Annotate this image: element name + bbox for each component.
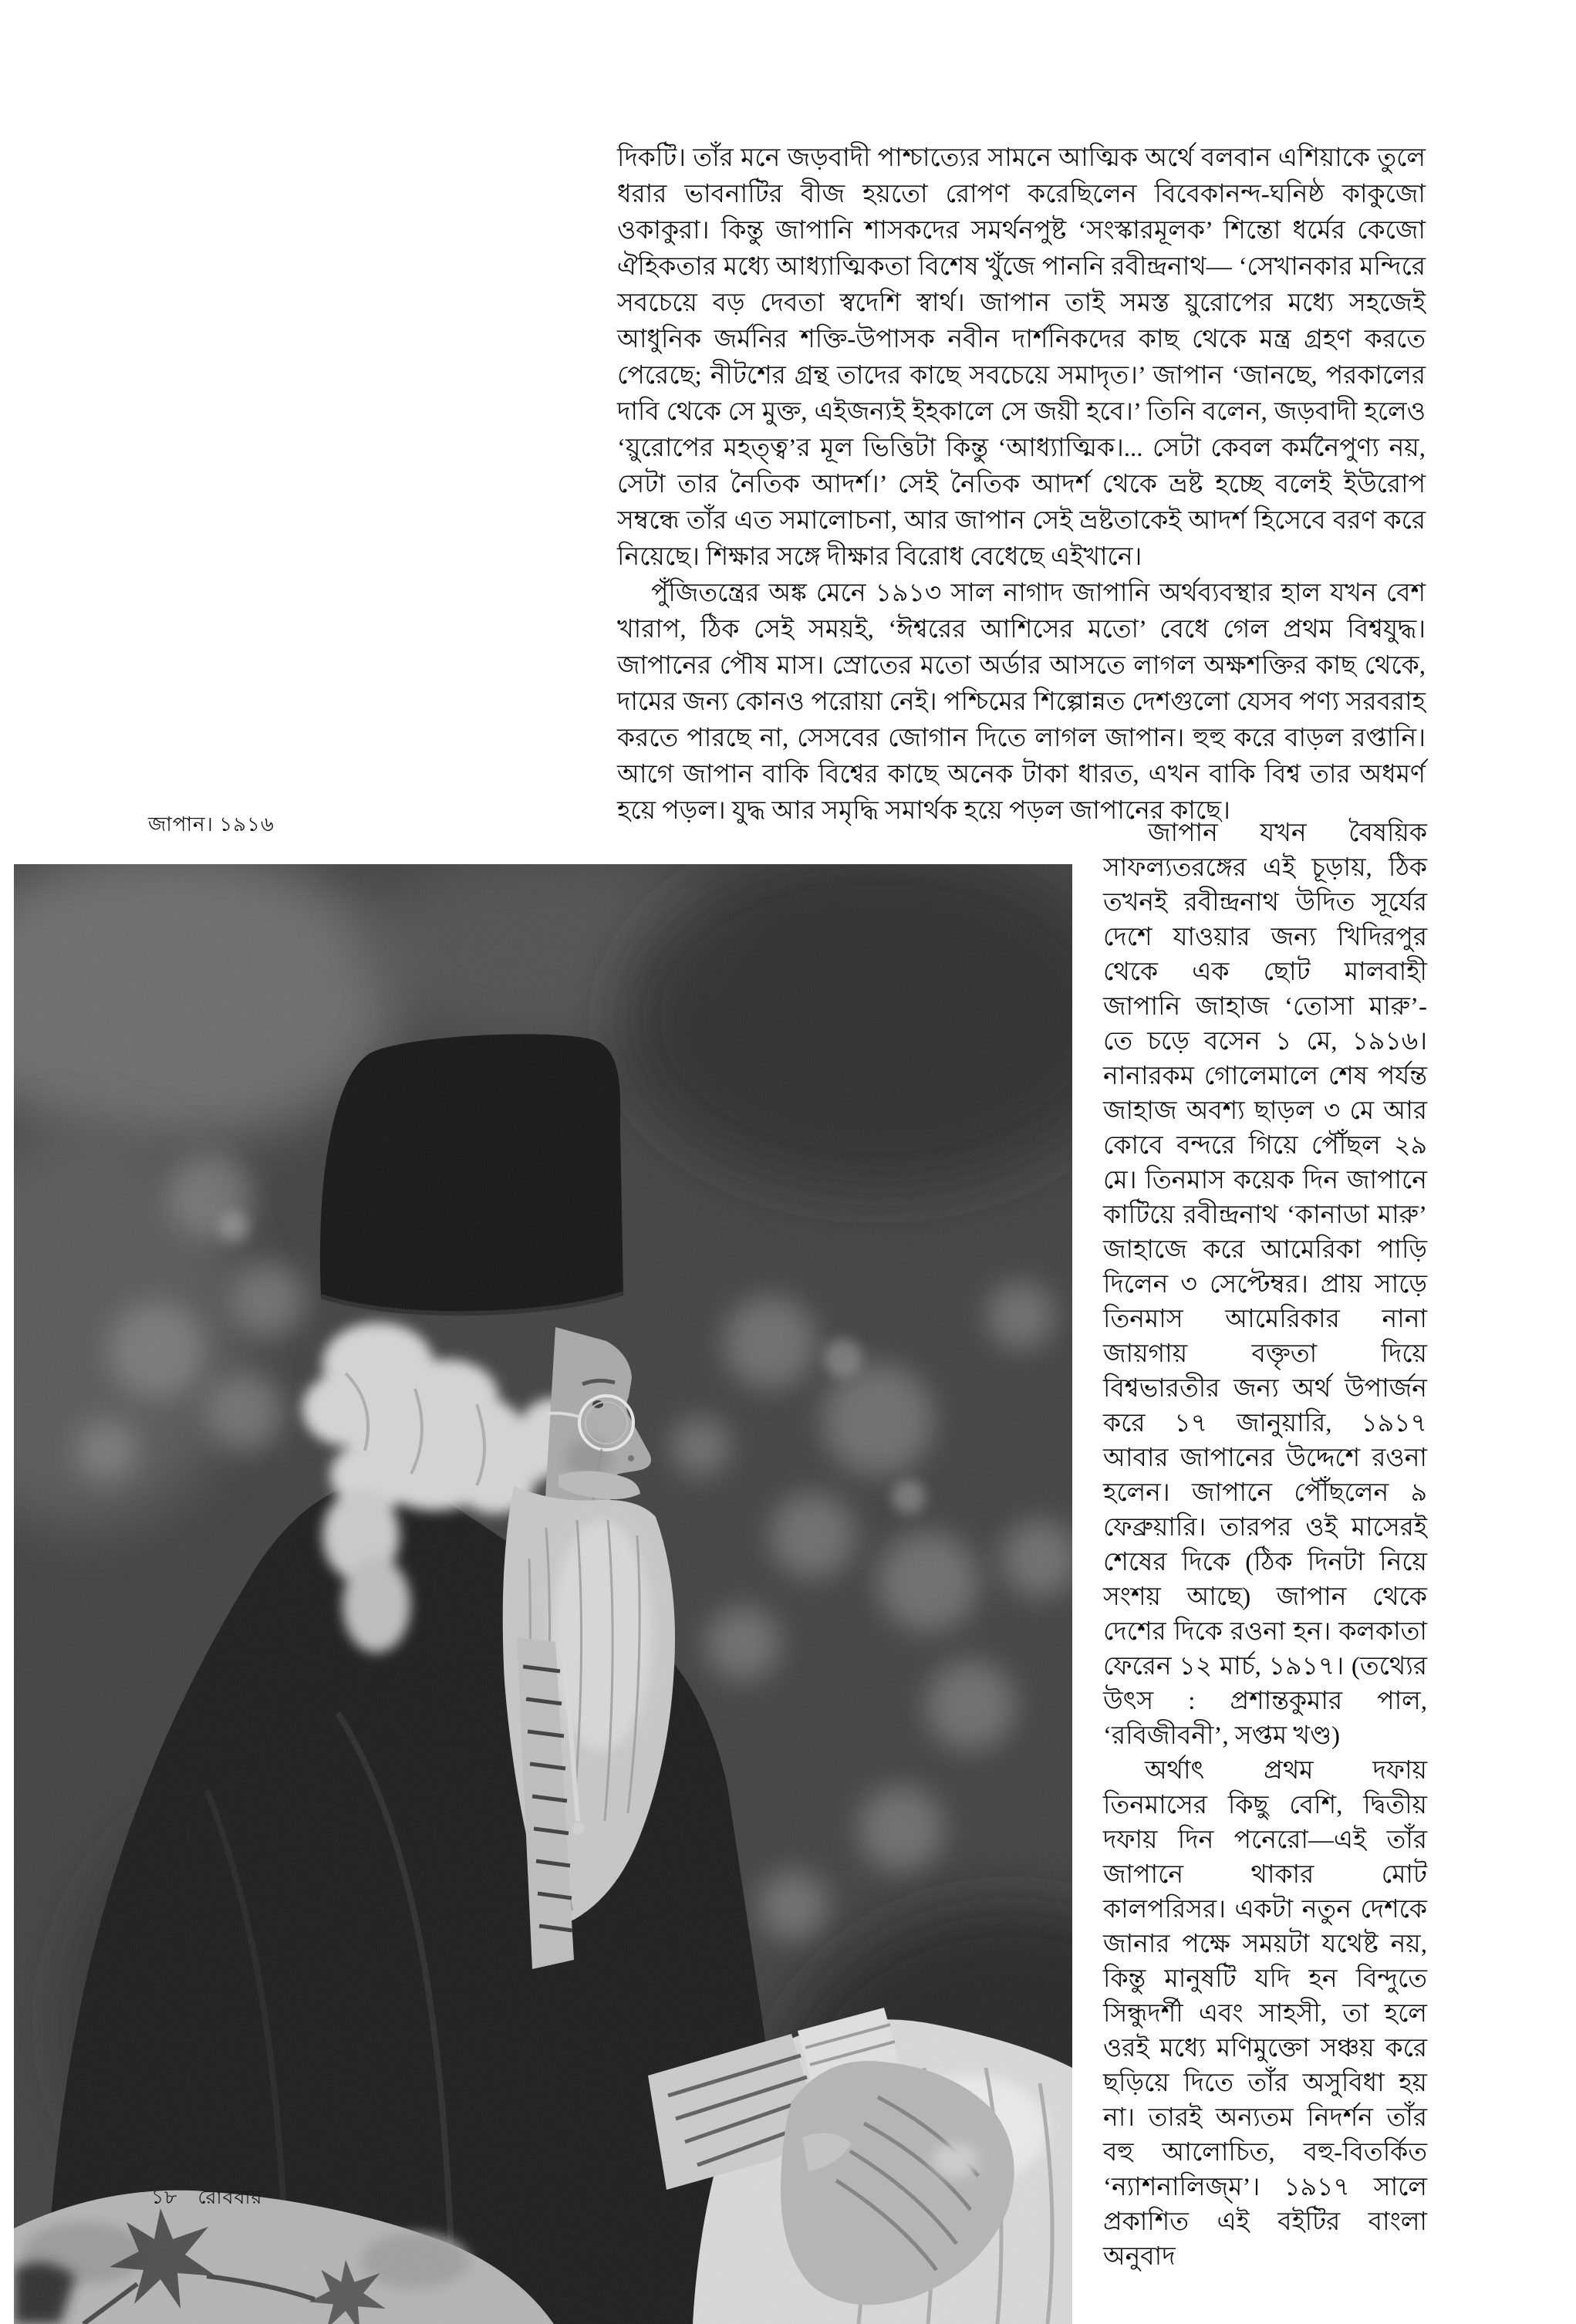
- column-paragraph-1: জাপান যখন বৈষয়িক সাফল্যতরঙ্গের এই চূড়ায়, ঠিক তখনই রবীন্দ্রনাথ উদিত সূর্যের দেশে যাওয়ার জন্য খিদিরপুর থেকে এক ছোট মালবাহী জাপানি জাহাজ ‘তোসা মারু’-তে চড়ে বসেন ১ মে, ১৯১৬। নানারকম গোলেমালে শেষ পর্যন্ত জাহাজ অবশ্য ছাড়ল ৩ মে আর কোবে বন্দরে গিয়ে পৌঁছল ২৯ মে। তিনমাস কয়েক দিন জাপানে কাটিয়ে রবীন্দ্রনাথ ‘কানাডা মারু’ জাহাজে করে আমেরিকা পাড়ি দিলেন ৩ সেপ্টেম্বর। প্রায় সাড়ে তিনমাস আমেরিকার নানা জায়গায় বক্তৃতা দিয়ে বিশ্বভারতীর জন্য অর্থ উপার্জন করে ১৭ জানুয়ারি, ১৯১৭ আবার জাপানের উদ্দেশে রওনা হলেন। জাপানে পৌঁছলেন ৯ ফেব্রুয়ারি। তারপর ওই মাসেরই শেষের দিকে (ঠিক দিনটা নিয়ে সংশয় আছে) জাপান থেকে দেশের দিকে রওনা হন। কলকাতা ফেরেন ১২ মার্চ, ১৯১৭। (তথ্যের উৎস : প্রশান্তকুমার পাল, ‘রবিজীবনী’, সপ্তম খণ্ড): [1103, 819, 1427, 1750]
- page-number: ১৮: [151, 2187, 178, 2208]
- lead-paragraph-2: পুঁজিতন্ত্রের অঙ্ক মেনে ১৯১৩ সাল নাগাদ জাপানি অর্থব্যবস্থার হাল যখন বেশ খারাপ, ঠিক সেই সময়ই, ‘ঈশ্বরের আশিসের মতো’ বেধে গেল প্রথম বিশ্বযুদ্ধ। জাপানের পৌষ মাস। স্রোতের মতো অর্ডার আসতে লাগল অক্ষশক্তির কাছ থেকে, দামের জন্য কোনও পরোয়া নেই। পশ্চিমের শিল্পোন্নত দেশগুলো যেসব পণ্য সরবরাহ করতে পারছে না, সেসবের জোগান দিতে লাগল জাপান। হুহু করে বাড়ল রপ্তানি। আগে জাপান বাকি বিশ্বের কাছে অনেক টাকা ধারত, এখন বাকি বিশ্ব তার অধমর্ণ হয়ে পড়ল। যুদ্ধ আর সমৃদ্ধি সমার্থক হয়ে পড়ল জাপানের কাছে।: [617, 579, 1426, 825]
- magazine-name: রোববার: [197, 2187, 263, 2208]
- lead-paragraph-1: দিকটি। তাঁর মনে জড়বাদী পাশ্চাত্যের সামনে আত্মিক অর্থে বলবান এশিয়াকে তুলে ধরার ভাবনাটির বীজ হয়তো রোপণ করেছিলেন বিবেকানন্দ-ঘনিষ্ঠ কাকুজো ওকাকুরা। কিন্তু জাপানি শাসকদের সমর্থনপুষ্ট ‘সংস্কারমূলক’ শিন্তো ধর্মের কেজো ঐহিকতার মধ্যে আধ্যাত্মিকতা বিশেষ খুঁজে পাননি রবীন্দ্রনাথ— ‘সেখানকার মন্দিরে সবচেয়ে বড় দেবতা স্বদেশি স্বার্থ। জাপান তাই সমস্ত য়ুরোপের মধ্যে সহজেই আধুনিক জর্মনির শক্তি-উপাসক নবীন দার্শনিকদের কাছ থেকে মন্ত্র গ্রহণ করতে পেরেছে; নীটশের গ্রন্থ তাদের কাছে সবচেয়ে সমাদৃত।’ জাপান ‘জানছে, পরকালের দাবি থেকে সে মুক্ত, এইজন্যই ইহকালে সে জয়ী হবে।’ তিনি বলেন, জড়বাদী হলেও ‘য়ুরোপের মহত্ত্ব’র মূল ভিত্তিটা কিন্তু ‘আধ্যাত্মিক।... সেটা কেবল কর্মনৈপুণ্য নয়, সেটা তার নৈতিক আদর্শ।’ সেই নৈতিক আদর্শ থেকে ভ্রষ্ট হচ্ছে বলেই ইউরোপ সম্বন্ধে তাঁর এত সমালোচনা, আর জাপান সেই ভ্রষ্টতাকেই আদর্শ হিসেবে বরণ করে নিয়েছে। শিক্ষার সঙ্গে দীক্ষার বিরোধ বেধেছে এইখানে।: [617, 144, 1426, 571]
- column-paragraph-2: অর্থাৎ প্রথম দফায় তিনমাসের কিছু বেশি, দ্বিতীয় দফায় দিন পনেরো—এই তাঁর জাপানে থাকার মোট কালপরিসর। একটা নতুন দেশকে জানার পক্ষে সময়টা যথেষ্ট নয়, কিন্তু মানুষটি যদি হন বিন্দুতে সিন্ধুদর্শী এবং সাহসী, তা হলে ওরই মধ্যে মণিমুক্তো সঞ্চয় করে ছড়িয়ে দিতে তাঁর অসুবিধা হয় না। তারই অন্যতম নিদর্শন তাঁর বহু আলোচিত, বহু-বিতর্কিত ‘ন্যাশনালিজ্‌ম’। ১৯১৭ সালে প্রকাশিত এই বইটির বাংলা অনুবাদ: [1103, 1757, 1427, 2271]
- side-column: [1103, 816, 1427, 2275]
- page-folio: [151, 2182, 262, 2215]
- tagore-photo: [14, 864, 1072, 2324]
- film-grain: [14, 864, 1072, 2324]
- photo-illustration: [14, 864, 1072, 2324]
- photo-caption: জাপান। ১৯১৬: [148, 813, 275, 836]
- lead-text-block: [617, 140, 1426, 829]
